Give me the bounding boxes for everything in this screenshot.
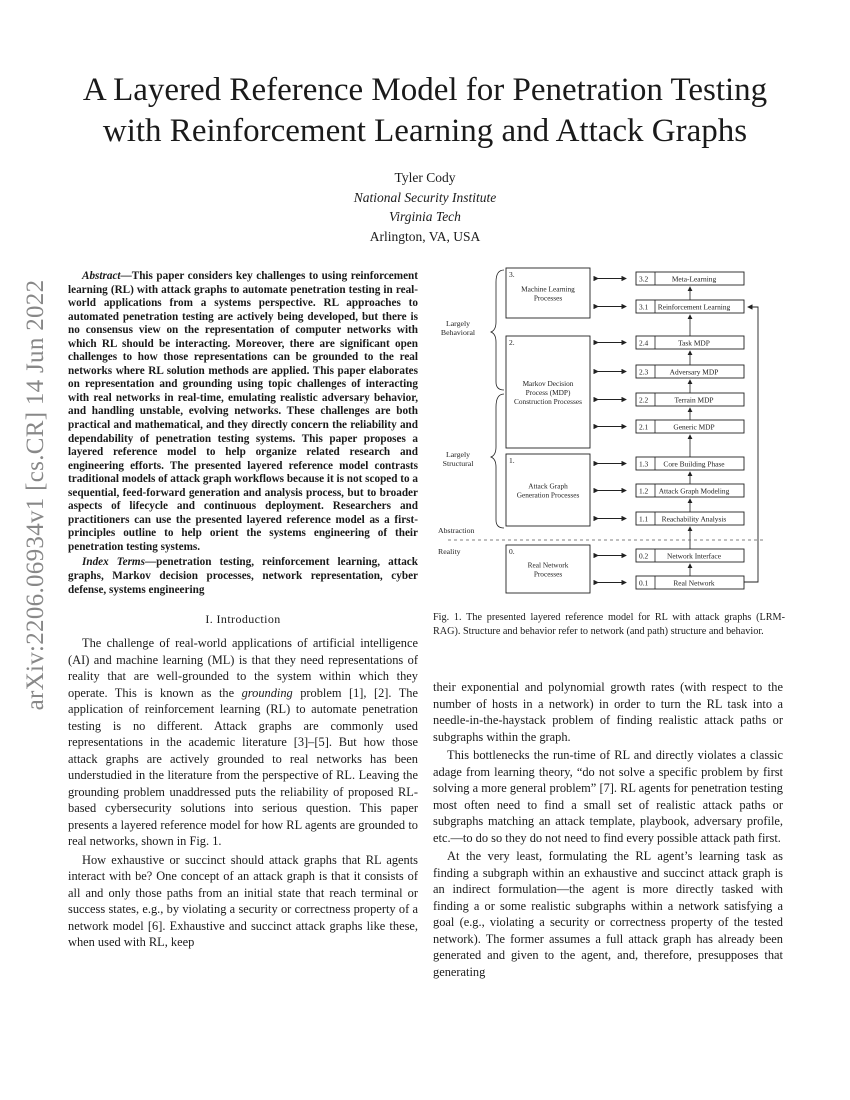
author-affiliation-2: Virginia Tech (389, 209, 461, 224)
right-paragraph-2: This bottlenecks the run-time of RL and directly violates a classic adage from learning theory, “do not solve a specific problem by first solving a more general problem” [7]. RL agents for penetration testing most often need to find a small set of realistic attack paths or subgraphs matching an attack template, playbook, adversary profile, etc.—to do so they do not need to find every possible attack path first. (433, 748, 783, 845)
layer-number-8: 1.1 (639, 514, 649, 524)
intro-paragraph-1 (68, 635, 418, 850)
layer-label-6: Core Building Phase (663, 459, 725, 469)
author-location: Arlington, VA, USA (369, 228, 481, 244)
label-largely-behavioral-2: Behavioral (440, 328, 476, 337)
abstract (68, 270, 418, 554)
process-label-3-1: Processes (533, 569, 563, 579)
label-largely-structural-2: Structural (442, 459, 474, 468)
title-line-2: with Reinforcement Learning and Attack Graphs (102, 113, 748, 149)
process-label-1-0: Markov Decision (522, 379, 574, 388)
layer-number-7: 1.2 (639, 486, 649, 496)
layer-label-4: Terrain MDP (674, 395, 714, 405)
structural-brace (491, 394, 504, 528)
figure-1-caption: Fig. 1. The presented layered reference model for RL with attack graphs (LRM-RAG). Structure and behavior refer to network (and path) structure and behavior. (433, 612, 785, 637)
process-label-1-1: Process (MDP) (525, 388, 571, 397)
process-number-2: 1. (509, 456, 515, 465)
title-line-1: A Layered Reference Model for Penetration Testing (82, 72, 768, 108)
index-terms (68, 556, 418, 597)
layer-number-1: 3.1 (639, 302, 649, 312)
intro-paragraph-2: How exhaustive or succinct should attack graphs that RL agents interact with be? One concept of an attack graph is that it consists of all and only those paths from an initial state that reach terminal or success states, e.g., by violating a security or correctness property of a network model [6]. Exhaustive and succinct attack graphs like these, when used with RL, keep (68, 852, 418, 950)
right-paragraph-1: their exponential and polynomial growth rates (with respect to the number of hosts in a network) in order to turn the RL task into a needle-in-the-haystack problem of finding realistic attack paths or subgraphs within the graph. (433, 680, 783, 744)
layer-label-9: Network Interface (667, 551, 721, 561)
intro-p1-text-a: The challenge of real-world applications of artificial intelligence (AI) and machine learning (ML) is that they need representations of reality that are well-grounded to the system within which they operate. This is known as the (68, 636, 418, 700)
label-abstraction: Abstraction (438, 526, 475, 535)
layer-number-10: 0.1 (639, 578, 649, 588)
author-name: Tyler Cody (394, 170, 456, 185)
left-column (68, 270, 418, 953)
layer-number-0: 3.2 (639, 274, 649, 284)
process-label-2-0: Attack Graph (528, 481, 568, 491)
arxiv-identifier-text: arXiv:2206.06934v1 [cs.CR] 14 Jun 2022 (22, 279, 49, 711)
process-label-2-1: Generation Processes (516, 490, 580, 500)
layer-number-3: 2.3 (639, 367, 649, 377)
author-affiliation-1: National Security Institute (353, 189, 497, 205)
process-label-1-2: Construction Processes (514, 397, 582, 406)
layer-label-3: Adversary MDP (669, 367, 719, 377)
layer-label-1: Reinforcement Learning (657, 302, 731, 312)
process-label-0-1: Processes (533, 293, 563, 303)
layer-number-9: 0.2 (639, 551, 649, 561)
right-paragraph-3: At the very least, formulating the RL agent’s learning task as finding a subgraph within an exhaustive and succinct attack graph is an indirect formulation—the agent is more directly tasked with finding a or some realistic subgraphs within a network satisfying a goal (e.g., violating a security or correctness property of the tested network). The former assumes a full attack graph has already been generated and given to the agent, and, therefore, presupposes that generating (433, 849, 783, 979)
process-label-0-0: Machine Learning (521, 284, 575, 294)
feedback-loop-arrow (744, 307, 758, 582)
figure-1-diagram (436, 262, 776, 602)
label-reality: Reality (438, 547, 461, 556)
index-terms-lead: Index Terms (82, 556, 145, 569)
layer-label-2: Task MDP (678, 338, 710, 348)
label-largely-structural-1: Largely (445, 450, 471, 459)
intro-p1-text-b: problem [1], [2]. The application of reinforcement learning (RL) to automate penetration testing is no different. Attack graphs are commonly used representations in the academic literature [3]–[5]. But how those attack graphs are actively grounded to real networks has been understudied in the literature from the perspective of RL. Leaving the grounding problem unaddressed puts the reliability of proposed RL-based cybersecurity solutions into serious question. This paper presents a layered reference model for how RL agents are grounded to real networks, shown in Fig. 1. (68, 685, 418, 849)
intro-p1-emphasis: grounding (241, 685, 293, 700)
behavioral-brace (491, 270, 504, 390)
layer-label-0: Meta-Learning (671, 274, 717, 284)
layer-label-8: Reachability Analysis (661, 514, 727, 524)
index-terms-text: —penetration testing, reinforcement learning, attack graphs, Markov decision processes, network representation, cyber defense, systems engineering (68, 556, 418, 596)
layer-number-2: 2.4 (639, 338, 649, 348)
section-heading-introduction: I. Introduction (205, 612, 281, 627)
author-block (225, 168, 625, 246)
layer-number-6: 1.3 (639, 459, 649, 469)
layer-number-4: 2.2 (639, 395, 649, 405)
right-column (433, 679, 783, 982)
process-label-3-0: Real Network (527, 560, 569, 570)
process-number-1: 2. (509, 338, 515, 347)
layer-label-10: Real Network (673, 578, 715, 588)
label-largely-behavioral-1: Largely (445, 319, 471, 328)
abstract-lead: Abstract (82, 270, 121, 282)
layer-label-5: Generic MDP (673, 422, 715, 432)
abstract-text: —This paper considers key challenges to using reinforcement learning (RL) with attack graphs to automate penetration testing in real-world applications from a systems perspective. RL approaches to automated penetration testing are actively being developed, but there is no consensus view on the representation of computer networks with which RL should be interacting. Moreover, there are significant open challenges to how those representations can be grounded to the real networks where RL solution methods are applied. This paper elaborates on representation and grounding using topic challenges of interacting with real networks in real-time, emulating realistic adversary behavior, and handling unstable, evolving networks. These challenges are both practical and mathematical, and they directly concern the reliability and dependability of penetration testing systems. This paper proposes a layered reference model to help organize related research and engineering efforts. The presented layered reference model contrasts traditional models of attack graph workflows because it is not scoped to a sequential, feed-forward generation and analysis process, but to broader aspects of lifecycle and continuous deployment. Researchers and practitioners can use the presented layered reference model as a first-principles outline to help orient the systems engineering of their penetration testing systems. (68, 270, 418, 553)
process-number-3: 0. (509, 547, 515, 556)
layer-number-5: 2.1 (639, 422, 649, 432)
paper-title (40, 70, 810, 152)
arxiv-identifier (14, 279, 58, 711)
process-number-0: 3. (509, 270, 515, 279)
layer-label-7: Attack Graph Modeling (658, 486, 730, 496)
